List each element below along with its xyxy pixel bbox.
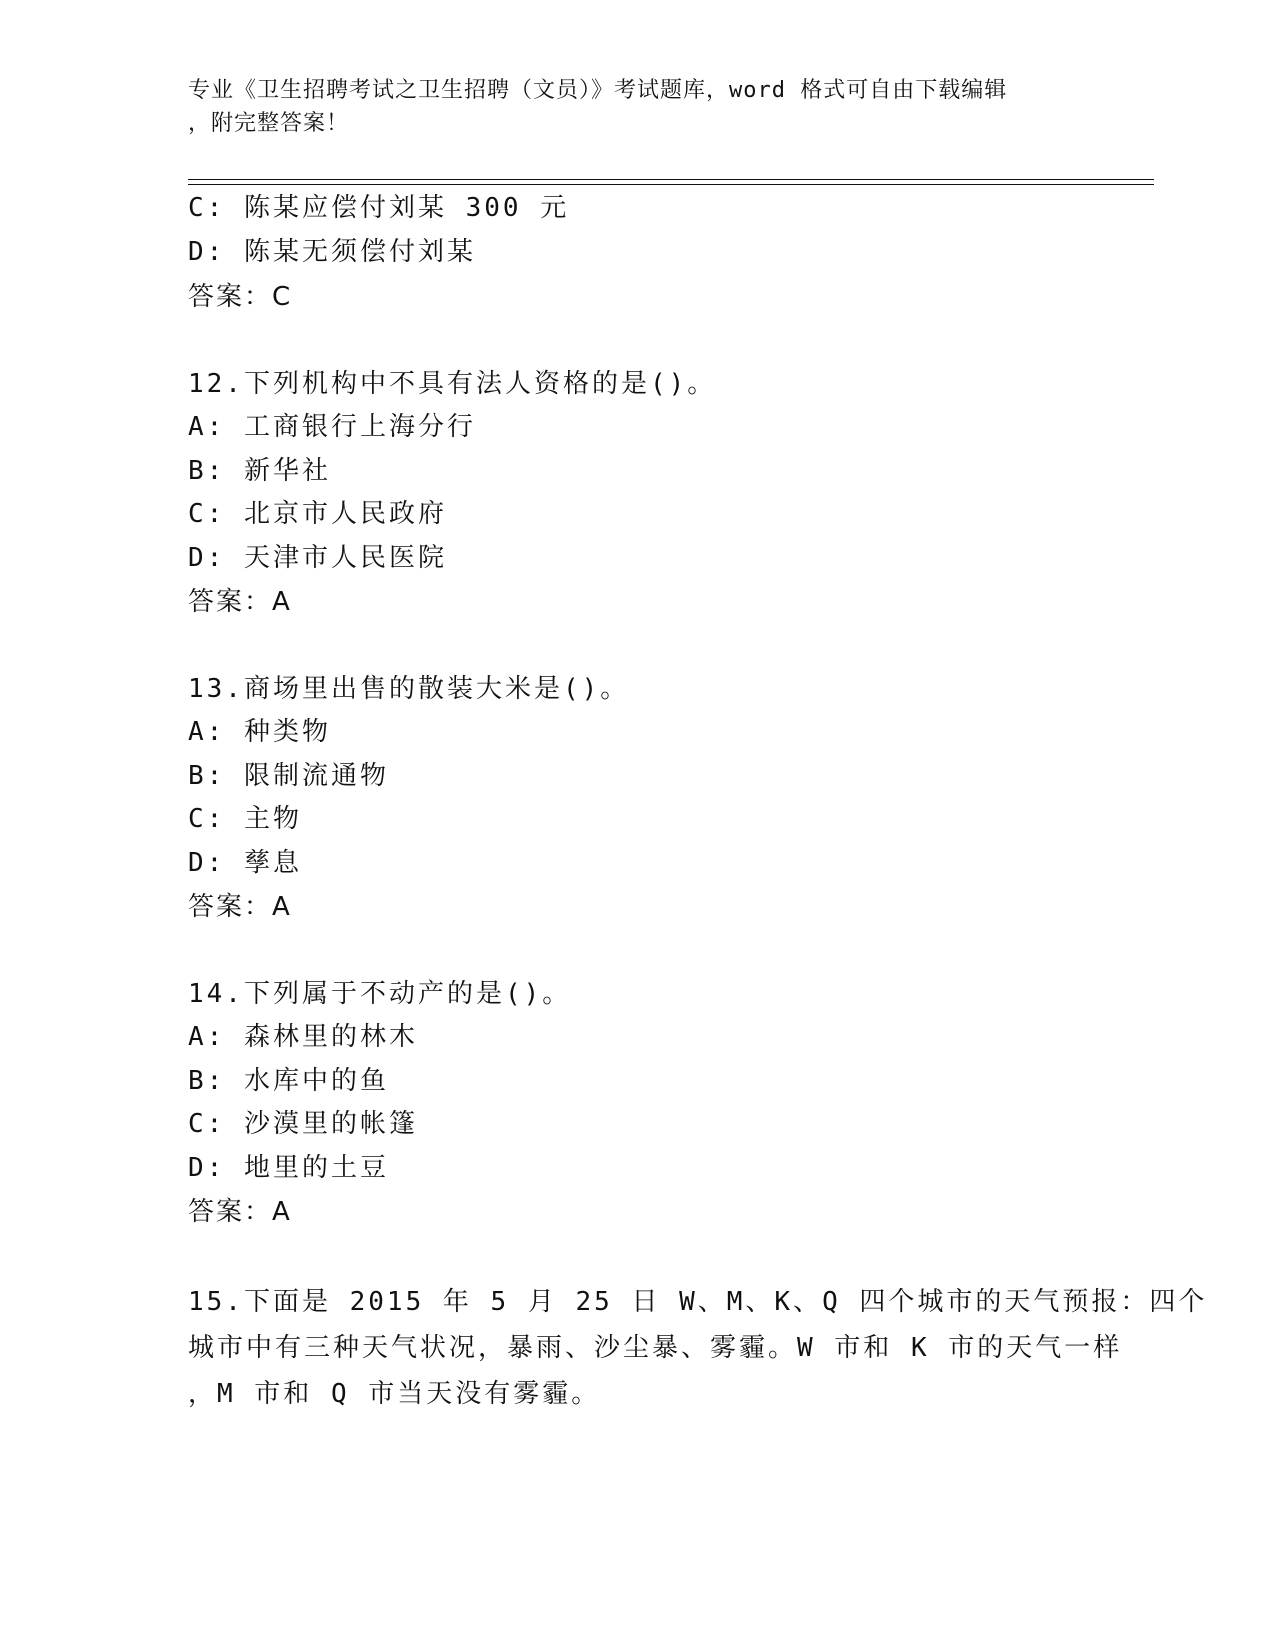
prev-option-d: D: 陈某无须偿付刘某 (188, 237, 476, 267)
q13-answer: 答案：A (188, 892, 292, 922)
q12-option-b: B: 新华社 (188, 456, 331, 486)
q13-option-a: A: 种类物 (188, 717, 331, 747)
q14-option-d: D: 地里的土豆 (188, 1153, 389, 1183)
q14-stem: 14.下列属于不动产的是()。 (188, 979, 572, 1009)
q12-option-c: C: 北京市人民政府 (188, 499, 447, 529)
q14-answer: 答案：A (188, 1197, 292, 1227)
q12-stem: 12.下列机构中不具有法人资格的是()。 (188, 369, 717, 399)
q13-option-d: D: 孳息 (188, 848, 302, 878)
header-divider-top (188, 179, 1154, 180)
q13-stem: 13.商场里出售的散装大米是()。 (188, 674, 630, 704)
q12-answer: 答案：A (188, 587, 292, 617)
q12-option-a: A: 工商银行上海分行 (188, 412, 476, 442)
prev-option-c: C: 陈某应偿付刘某 300 元 (188, 193, 570, 223)
q13-option-b: B: 限制流通物 (188, 761, 389, 791)
q13-option-c: C: 主物 (188, 804, 302, 834)
prev-answer: 答案：C (188, 282, 293, 312)
q15-line-1: 15.下面是 2015 年 5 月 25 日 W、M、K、Q 四个城市的天气预报：四个 (188, 1287, 1208, 1317)
q14-option-b: B: 水库中的鱼 (188, 1066, 389, 1096)
q15-line-2: 城市中有三种天气状况，暴雨、沙尘暴、雾霾。W 市和 K 市的天气一样 (188, 1333, 1123, 1363)
header-line-2: ，附完整答案！ (188, 111, 350, 136)
q15-line-3: ，M 市和 Q 市当天没有雾霾。 (188, 1379, 601, 1409)
q14-option-c: C: 沙漠里的帐篷 (188, 1109, 418, 1139)
header-line-1: 专业《卫生招聘考试之卫生招聘（文员）》考试题库，word 格式可自由下载编辑 (188, 78, 1008, 103)
header-divider-bottom (188, 184, 1154, 185)
q14-option-a: A: 森林里的林木 (188, 1022, 418, 1052)
q12-option-d: D: 天津市人民医院 (188, 543, 447, 573)
q15-stem (188, 1279, 1208, 1417)
document-header (188, 74, 1068, 140)
